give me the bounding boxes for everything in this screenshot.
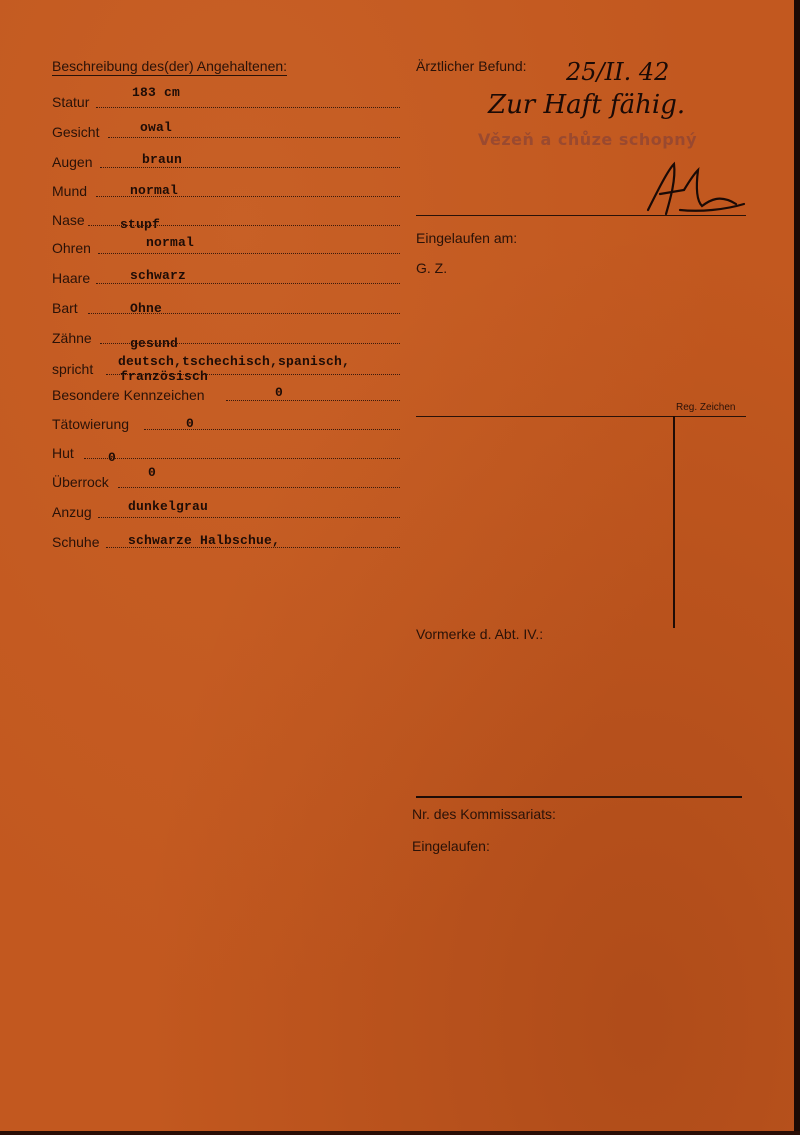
- field-value-gesicht: owal: [140, 120, 173, 135]
- field-value-spricht-line1: deutsch,tschechisch,spanisch,: [118, 354, 351, 369]
- field-value-kennzeichen: 0: [275, 385, 284, 400]
- field-value-schuhe: schwarze Halbschue,: [128, 533, 281, 548]
- field-row-anzug: [52, 502, 400, 522]
- field-label-nase: Nase: [52, 212, 85, 228]
- section-heading-description: Beschreibung des(der) Angehaltenen:: [52, 58, 288, 74]
- field-label-kennzeichen: Besondere Kennzeichen: [52, 387, 205, 403]
- field-value-augen: braun: [142, 152, 183, 167]
- label-eingelaufen-am: Eingelaufen am:: [416, 230, 518, 246]
- field-label-spricht: spricht: [52, 361, 94, 377]
- vertical-divider: [673, 416, 675, 628]
- field-row-gesicht: [52, 122, 400, 142]
- field-label-schuhe: Schuhe: [52, 534, 100, 550]
- field-row-mund: [52, 181, 400, 201]
- label-aerztlicher-befund: Ärztlicher Befund:: [416, 58, 527, 74]
- field-value-taetowierung: 0: [186, 416, 195, 431]
- field-line: [100, 167, 400, 168]
- label-nr-kommissariat: Nr. des Kommissariats:: [412, 806, 556, 822]
- field-value-zaehne: gesund: [130, 336, 179, 351]
- field-label-haare: Haare: [52, 270, 91, 286]
- field-row-ohren: [52, 238, 400, 258]
- divider-line-reg: [416, 416, 746, 417]
- field-value-bart: Ohne: [130, 301, 163, 316]
- label-gz: G. Z.: [416, 260, 448, 276]
- field-line: [96, 283, 400, 284]
- handwritten-date: 25/II. 42: [566, 58, 670, 86]
- divider-line: [416, 215, 746, 216]
- field-label-anzug: Anzug: [52, 504, 92, 520]
- field-value-anzug: dunkelgrau: [128, 499, 209, 514]
- field-line: [98, 253, 400, 254]
- field-row-augen: [52, 152, 400, 172]
- field-row-hut: [52, 443, 400, 463]
- field-value-statur: 183 cm: [132, 85, 181, 100]
- field-line: [144, 429, 400, 430]
- label-eingelaufen: Eingelaufen:: [412, 838, 490, 854]
- field-line: [226, 400, 400, 401]
- field-value-haare: schwarz: [130, 268, 187, 283]
- field-label-augen: Augen: [52, 154, 93, 170]
- field-label-gesicht: Gesicht: [52, 124, 100, 140]
- field-value-hut: 0: [108, 450, 117, 465]
- field-row-zaehne: [52, 328, 400, 348]
- field-row-statur: [52, 92, 400, 112]
- field-line: [108, 137, 400, 138]
- field-row-taetowierung: [52, 414, 400, 434]
- field-label-statur: Statur: [52, 94, 90, 110]
- label-reg-zeichen: Reg. Zeichen: [676, 402, 736, 413]
- signature-icon: [640, 160, 750, 220]
- field-value-nase: stupf: [120, 217, 161, 232]
- divider-line-kommissariat: [416, 796, 742, 798]
- handwritten-note: Zur Haft fähig.: [488, 90, 686, 120]
- field-line: [98, 517, 400, 518]
- field-label-taetowierung: Tätowierung: [52, 416, 130, 432]
- field-label-ueberrock: Überrock: [52, 474, 109, 490]
- field-value-ohren: normal: [146, 235, 195, 250]
- field-value-mund: normal: [130, 183, 179, 198]
- field-line: [84, 458, 400, 459]
- field-row-kennzeichen: [52, 385, 400, 405]
- field-label-ohren: Ohren: [52, 240, 91, 256]
- field-value-ueberrock: 0: [148, 465, 157, 480]
- field-line: [96, 107, 400, 108]
- field-label-hut: Hut: [52, 445, 74, 461]
- field-line: [118, 487, 400, 488]
- field-row-haare: [52, 268, 400, 288]
- field-row-ueberrock: [52, 472, 400, 492]
- field-row-nase: [52, 210, 400, 230]
- field-label-zaehne: Zähne: [52, 330, 92, 346]
- field-label-bart: Bart: [52, 300, 78, 316]
- stamp-text: Vězeň a chůze schopný: [478, 130, 698, 149]
- label-vormerke: Vormerke d. Abt. IV.:: [416, 626, 544, 642]
- page-edge-bottom: [0, 1131, 800, 1135]
- field-row-bart: [52, 298, 400, 318]
- page-edge: [794, 0, 800, 1135]
- field-value-spricht-line2: französisch: [120, 369, 209, 384]
- field-label-mund: Mund: [52, 183, 88, 199]
